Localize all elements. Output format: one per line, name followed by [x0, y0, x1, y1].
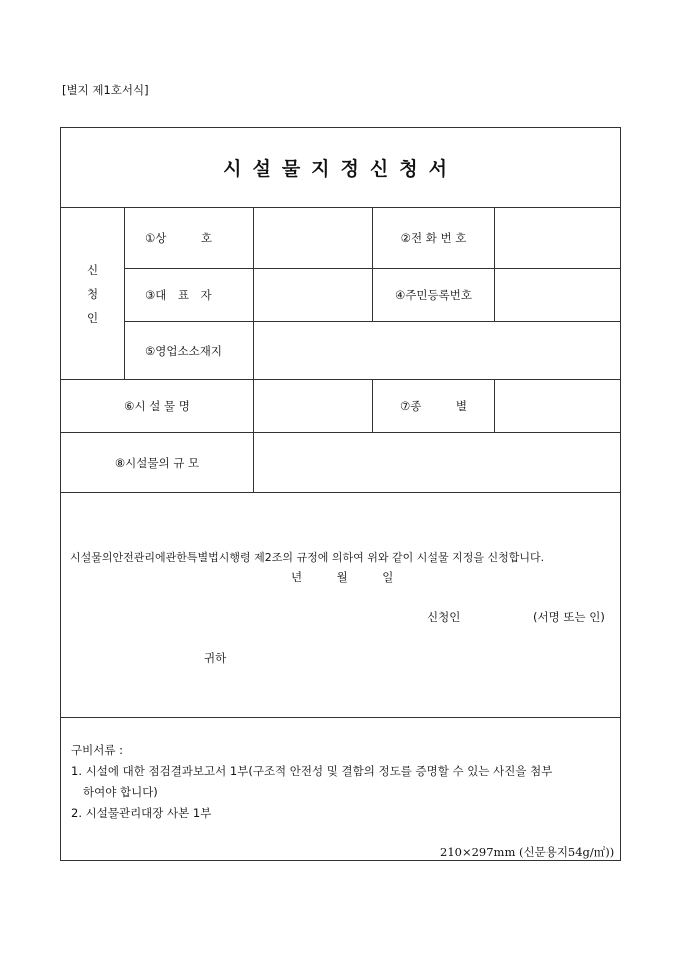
trade-name-field[interactable]	[254, 208, 373, 269]
statement: 시설물의안전관리에관한특별법시행령 제2조의 규정에 의하여 위와 같이 시설물 지정을 신청합니다.	[70, 551, 545, 564]
document-item: 2. 시설물관리대장 사본 1부	[71, 806, 212, 820]
form-number: [별지 제1호서식]	[62, 83, 149, 97]
business-address-field[interactable]	[254, 322, 621, 380]
facility-name-field[interactable]	[254, 380, 373, 433]
representative-field[interactable]	[254, 269, 373, 322]
facility-scale-label: ⑧시설물의 규 모	[61, 433, 254, 493]
documents-heading: 구비서류 :	[71, 743, 123, 757]
paper-spec: 210×297mm (신문용지54g/㎡))	[440, 845, 615, 859]
facility-name-label: ⑥시 설 물 명	[61, 380, 254, 433]
required-documents	[61, 718, 621, 861]
addressee: 귀하	[204, 651, 227, 665]
form-title: 시설물지정신청서	[61, 128, 621, 208]
declaration-section	[61, 493, 621, 718]
representative-label: ③대 표 자	[125, 269, 254, 322]
resident-number-field[interactable]	[495, 269, 621, 322]
business-address-label: ⑤영업소소재지	[125, 322, 254, 380]
document-item: 하여야 합니다)	[83, 785, 158, 799]
resident-number-label: ④주민등록번호	[373, 269, 495, 322]
type-field[interactable]	[495, 380, 621, 433]
applicant-section-label: 신 청 인	[61, 208, 125, 380]
facility-scale-field[interactable]	[254, 433, 621, 493]
date-line: 년 월 일	[291, 570, 394, 584]
type-label: ⑦종 별	[373, 380, 495, 433]
document-item: 1. 시설에 대한 점검결과보고서 1부(구조적 안전성 및 결함의 정도를 증명할 수 있는 사진을 첨부	[71, 764, 553, 778]
trade-name-label: ①상 호	[125, 208, 254, 269]
phone-label: ②전 화 번 호	[373, 208, 495, 269]
application-form	[60, 127, 621, 861]
sign-note: (서명 또는 인)	[533, 610, 605, 624]
applicant-sign-label: 신청인	[427, 610, 461, 624]
phone-field[interactable]	[495, 208, 621, 269]
